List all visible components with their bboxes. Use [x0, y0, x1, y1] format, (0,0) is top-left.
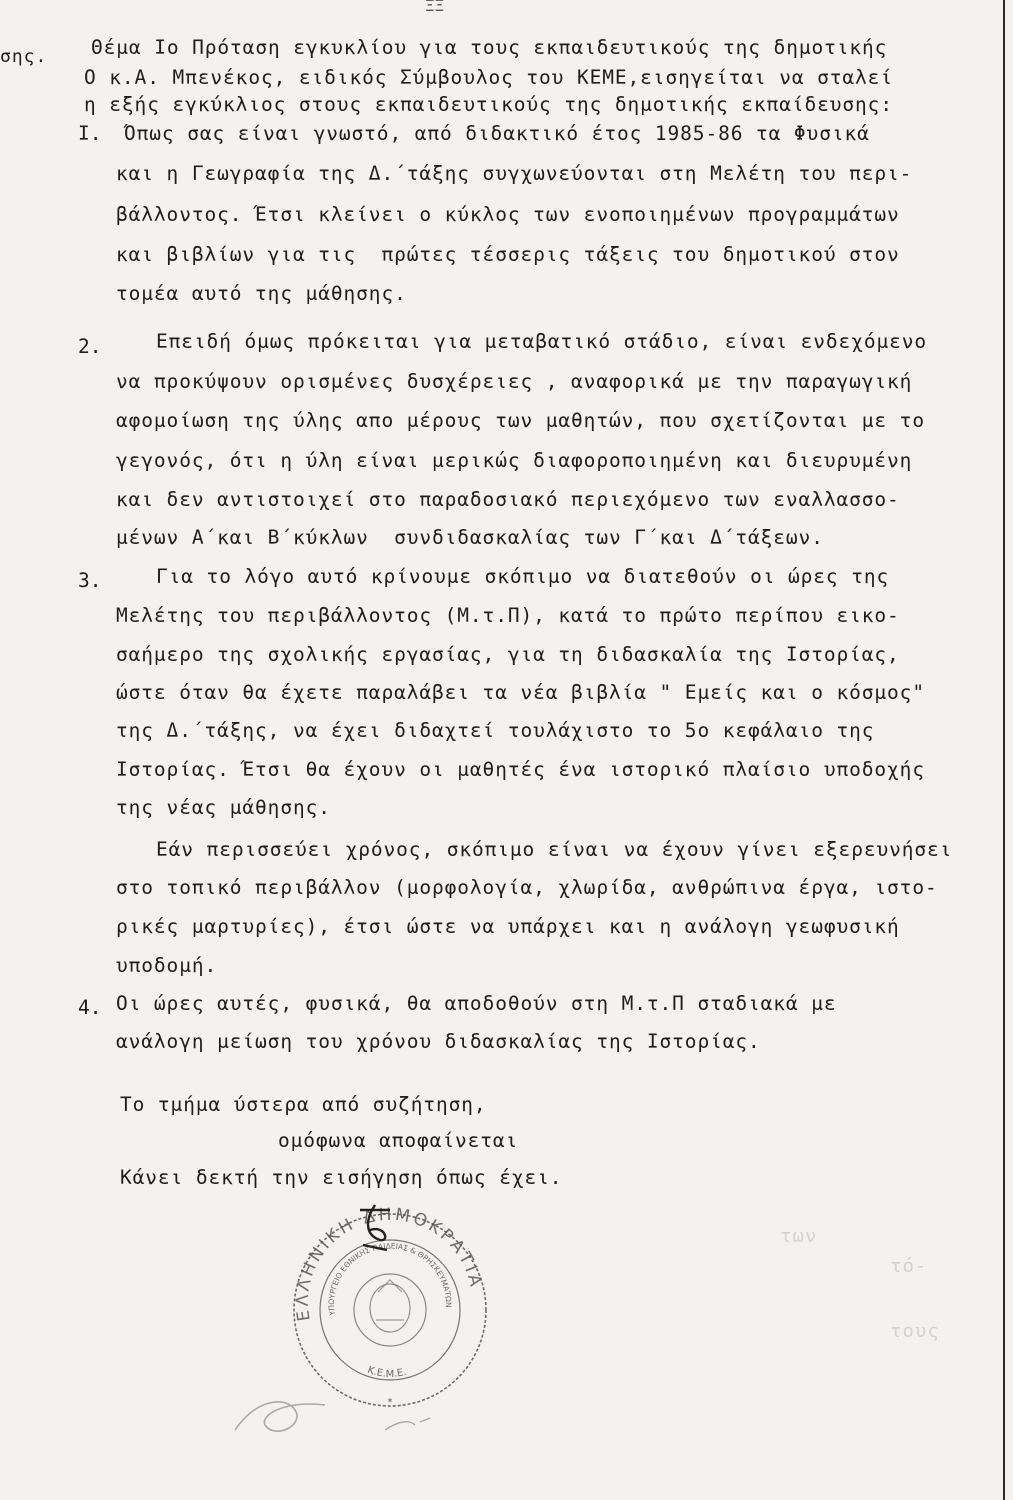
item-3-line: της Δ.΄τάξης, να έχει διδαχτεί τουλάχιστο το 5ο κεφάλαιο της: [116, 719, 875, 742]
item-number: 2.: [78, 335, 102, 358]
item-3-line: Μελέτης του περιβάλλοντος (Μ.τ.Π), κατά το πρώτο περίπου εικο-: [116, 604, 900, 627]
item-3-line: Ιστορίας. Έτσι θα έχουν οι μαθητές ένα ιστορικό πλαίσιο υποδοχής: [116, 758, 925, 781]
page-edge-line: [1003, 0, 1005, 1500]
item-2-line: να προκύψουν ορισμένες δυσχέρειες , αναφορικά με την παραγωγική: [116, 370, 913, 393]
item-3-line: Για το λόγο αυτό κρίνουμε σκόπιμο να διατεθούν οι ώρες της: [156, 565, 890, 588]
bleed-through-text: τό-: [890, 1255, 928, 1277]
bleed-through-text: τους: [890, 1320, 940, 1342]
item-3-paragraph-2-line: Εάν περισσεύει χρόνος, σκόπιμο είναι να έχουν γίνει εξερευνήσει: [156, 838, 953, 861]
item-1-line: Όπως σας είναι γνωστό, από διδακτικό έτος 1985-86 τα Φυσικά: [124, 122, 870, 145]
bleed-through-text: των: [780, 1225, 818, 1247]
item-3-paragraph-2-line: στο τοπικό περιβάλλον (μορφολογία, χλωρίδα, ανθρώπινα έργα, ιστο-: [116, 876, 938, 899]
item-2-line: γεγονός, ότι η ύλη είναι μερικώς διαφοροποιημένη και διευρυμένη: [116, 449, 913, 472]
signature-scribble: [215, 1370, 475, 1450]
item-4-line: Οι ώρες αυτές, φυσικά, θα αποδοθούν στη Μ.τ.Π σταδιακά με: [116, 992, 837, 1015]
item-1-line: τομέα αυτό της μάθησης.: [116, 282, 407, 305]
item-1-line: και βιβλίων για τις πρώτες τέσσερις τάξεις του δημοτικού στον: [116, 243, 900, 266]
svg-text:*: *: [387, 1397, 393, 1408]
top-page-mark: ΞΞ: [425, 0, 445, 15]
item-3-paragraph-2-line: υποδομή.: [116, 954, 218, 977]
initials-scribble: [345, 1200, 405, 1260]
item-3-line: σαήμερο της σχολικής εργασίας, για τη διδασκαλία της Ιστορίας,: [116, 643, 900, 666]
seal-outer-text: ΕΛΛΗΝΙΚΗ ΔΗΜΟΚΡΑΤΙΑ: [292, 1204, 487, 1323]
item-1-line: και η Γεωγραφία της Δ.΄τάξης συγχωνεύονται στη Μελέτη του περι-: [116, 162, 913, 185]
item-1-line: βάλλοντος. Έτσι κλείνει ο κύκλος των ενοποιημένων προγραμμάτων: [116, 203, 900, 226]
item-3-line: της νέας μάθησης.: [116, 796, 331, 819]
item-3-paragraph-2-line: ρικές μαρτυρίες), έτσι ώστε να υπάρχει και η ανάλογη γεωφυσική: [116, 915, 900, 938]
item-2-line: μένων Α΄και Β΄κύκλων συνδιδασκαλίας των Γ΄και Δ΄τάξεων.: [116, 526, 824, 549]
margin-fragment: σης.: [0, 46, 48, 67]
seal-inner-text: ΥΠΟΥΡΓΕΙΟ ΕΘΝΙΚΗΣ ΠΑΙΔΕΙΑΣ & ΘΡΗΣΚΕΥΜΑΤΩΝ: [326, 1241, 454, 1317]
item-3-line: ώστε όταν θα έχετε παραλάβει τα νέα βιβλία " Εμείς και ο κόσμος": [116, 681, 925, 704]
seal-bottom-text: Κ.Ε.Μ.Ε.: [365, 1364, 408, 1380]
intro-line: Ο κ.Α. Μπενέκος, ειδικός Σύμβουλος του ΚΕΜΕ,εισηγείται να σταλεί: [84, 66, 893, 89]
item-4-line: ανάλογη μείωση του χρόνου διδασκαλίας της Ιστορίας.: [116, 1030, 761, 1053]
item-number: 3.: [78, 569, 102, 592]
item-number: Ι.: [78, 122, 102, 145]
subject-line: Θέμα Ιο Πρόταση εγκυκλίου για τους εκπαιδευτικούς της δημοτικής: [91, 36, 888, 59]
item-2-line: και δεν αντιστοιχεί στο παραδοσιακό περιεχόμενο των εναλλασσο-: [116, 488, 900, 511]
intro-line: η εξής εγκύκλιος στους εκπαιδευτικούς της δημοτικής εκπαίδευσης:: [84, 93, 893, 116]
item-number: 4.: [78, 996, 102, 1019]
item-2-line: αφομοίωση της ύλης απο μέρους των μαθητών, που σχετίζονται με το: [116, 409, 925, 432]
item-2-line: Επειδή όμως πρόκειται για μεταβατικό στάδιο, είναι ενδεχόμενο: [156, 330, 928, 353]
decision-line: Κάνει δεκτή την εισήγηση όπως έχει.: [120, 1166, 563, 1189]
decision-line: Το τμήμα ύστερα από συζήτηση,: [120, 1093, 487, 1116]
decision-line: ομόφωνα αποφαίνεται: [278, 1129, 519, 1152]
